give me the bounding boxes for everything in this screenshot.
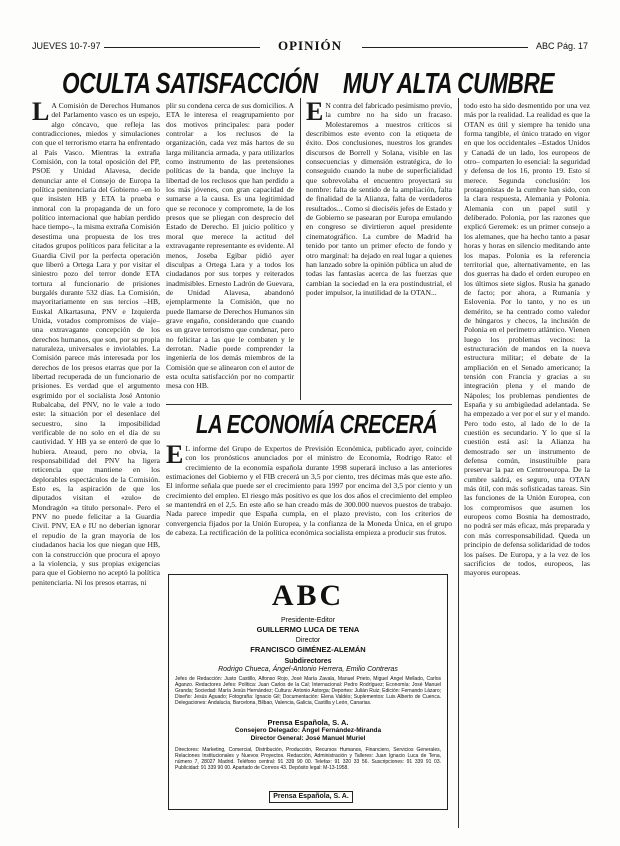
column-divider-top [300, 98, 301, 400]
headline-left: OCULTA SATISFACCIÓN [62, 68, 318, 100]
councillor-name: Consejero Delegado: Ángel Fernández-Miranda [234, 727, 382, 734]
subdirectors-title: Subdirectores [284, 658, 332, 665]
abc-logo: ABC [271, 579, 345, 612]
dropcap-e2: E [166, 444, 184, 469]
header-rule-right [362, 47, 528, 48]
founder-name: GUILLERMO LUCA DE TENA [256, 625, 360, 634]
article-left-text-2: plir su condena cerca de sus domicilios. A ETA le interesa el reagrupamiento por dos motivos principales: para poder controlar a los reclusos de la organización, cada vez más hartos de su larga militancia armada, y para utilizarlos como instrumento de las pretensiones políticas de la banda, que incluye la libertad de los reclusos que han perdido a los más jóvenes, con gran capacidad de sumarse a la causa. Es una legitimidad que se reconoce y compromete, la de los presos que se pliegan con desprecio del Estado de Derecho. El juicio político y moral que merece la actitud del extravagante representante es evidente. Al menos, Joseba Egibar pidió ayer disculpas a Ortega Lara y a todos los ciudadanos por sus torpes y reiterados inadmisibles. Ernesto Ladrón de Guevara, de Unidad Alavesa, abandonó ejemplarmente la Comisión, que no puede llamarse de Derechos Humanos sin grave engaño, considerando que cuando es un grave terrorismo que condenar, pero no felicitar a las que le combaten y le derrotan. Nadie puede comprender la ingeniería de los demás miembros de la Comisión que se alinearon con el autor de esta oculta satisfacción por no compartir mesa con HB. [166, 101, 294, 391]
founder-title: Presidente-Editor [280, 617, 336, 624]
article-middle-body [166, 444, 452, 566]
page-number: ABC Pág. 17 [535, 41, 588, 51]
subdirectors-names: Rodrigo Chueca, Ángel-Antonio Herrera, Emilio Contreras [218, 666, 398, 673]
article-right-column-2 [464, 101, 590, 829]
general-director-name: Director General: José Manuel Muriel [250, 735, 366, 742]
headline-right: MUY ALTA CUMBRE [343, 68, 555, 100]
issue-date: JUEVES 10-7-97 [32, 41, 101, 51]
column-divider-right [458, 98, 459, 828]
headline-middle: LA ECONOMÍA CRECERÁ [196, 409, 438, 439]
dropcap-l: L [32, 101, 50, 126]
staff-listing: Jefes de Redacción: Justo Castillo, Alfonso Rojo, José María Zavala, Manuel Prieto, Miguel Ángel Mellado, Carlos Aganzo. Redactores Jefes: Política: Juan Carlos de la Cal; Internacional: Pedro Rodríguez; Economía: José Manuel Granda; Sociedad: María Jesús Hernández; Cultura: Antonio Astorga; Deportes: Julián Ruiz; Edición: Fernando Lázaro; Diseño: Jesús Aguado; Fotografía: Ignacio Gil; Documentación: Elena Valdés; Suplementos: Luis Alberto de Cuenca. Delegaciones: Andalucía, Barcelona, Bilbao, Valencia, Galicia, Castilla y León, Canarias. [175, 676, 441, 706]
dropcap-e: E [306, 101, 324, 126]
article-left-column-2 [166, 101, 294, 401]
article-right-column-1 [306, 101, 452, 401]
page-header [32, 38, 588, 58]
board-listing: Directores: Marketing, Comercial, Distribución, Producción, Recursos Humanos, Financiero, Servicios Generales, Relaciones Institucionales y Nuevos Proyectos. Redacción, Administración y Talleres: Juan Ignacio Luca de Tena, número 7, 28027 Madrid. Teléfono central: 91 339 90 00. Telefax: 91 320 33 56. Suscripciones: 91 339 91 03. Publicidad: 91 339 90 00. Apartado de Correos 43. Depósito legal: M-13-1958. [175, 747, 441, 771]
masthead-footer: Prensa Española, S. A. [269, 791, 353, 803]
economy-top-rule [166, 404, 452, 405]
company-name: Prensa Española, S. A. [267, 718, 349, 727]
article-right-text-2: todo esto ha sido desmentido por una vez más por la realidad. La realidad es que la OTAN es útil y siempre ha tenido una forma tangible, el único tratado en vigor en que los occidentales –Estados Unidos y Canadá de un lado, los europeos de otro– comparten lo esencial: la seguridad y defensa de los 16, pronto 19. Esto sí merece. Segunda conclusión: los protagonistas de la cumbre han sido, con la clara respuesta, Alemania y Polonia. Alemania con un papel sutil y deliberado. Polonia, por las razones que explicó Geremek: es un primer consejo a los alemanes, que ha hecho tanto a pasar horas y horas en silencio meditando ante los mapas. Polonia es la referencia territorial que, alternativamente, en las dos guerras ha dado el orden europeo en los últimos siete siglos. Rusia ha ganado de facto; por ahora, a Rumanía y Eslovenia. Por lo tanto, y no es un demérito, se ha centrado como valedor de húngaros y checos, la inclusión de Polonia en el perímetro atlántico. Vienen luego los problemas vecinos: la estructuración de mandos en la nueva estructura militar; el debate de la ampliación en el Senado americano; la tensión con Francia y gracias a su integración plena y el mando de Nápoles; los problemas pendientes de España y su ambigüedad adelantada. Se ha empezado a ver por el sur y el mando. Pero todo esto, al lado de lo de la cuestión es secundario. Y lo que sí la cuestión está así: la Alianza ha demostrado ser un instrumento de defensa común, insustituible para preservar la paz en Centroeuropa. De la cumbre saldrá, es seguro, una OTAN más útil, con más sofisticadas tareas. Sin las funciones de la Unión Europea, con los compromisos que asumen los europeos como Bosnia ha demostrado, no podrá ser más eficaz, más preparada y con más corresponsabilidad. Queda un principio de defensa solidaridad de todos los países. De Europa, y a la vez de los sacrificios de todos, europeos, las mayores europeas. [464, 101, 590, 578]
director-title: Director [295, 637, 321, 644]
article-right-text-1: N contra del fabricado pesimismo previo, la cumbre no ha sido un fracaso. Molestaremos a nuestros críticos si describimos este evento con la etiqueta de éxito. Dos conclusiones, nuestros los grandes discursos de Borrell y Solana, visible en las consecuencias y dimensión estratégica, de lo conseguido cuando la nube de superficialidad que sobrevolaba el encuentro proyectará su nombre: falta de sentido de la ampliación, falta de finalidad de la Alianza, falta de verdaderos resultados... Como si dieciséis jefes de Estado y de Gobierno se pasearan por Europa emulando en congreso se divirtieron aquel presidente cinematográfico. La cumbre de Madrid ha tenido por tanto un primer efecto de fondo y otro marginal: ha dejado en real lugar a quienes han lanzado sobre la opinión pública un alud de todas las fantasías acerca de las fuerzas que cambian la sociedad en la era postindustrial, el poder impulsor, la inutilidad de la OTAN... [306, 101, 452, 297]
section-title: OPINIÓN [277, 38, 343, 53]
article-left-column-1 [32, 101, 160, 829]
director-name: FRANCISCO GIMÉNEZ-ALEMÁN [250, 645, 366, 654]
article-middle-text: L informe del Grupo de Expertos de Previsión Económica, publicado ayer, coincide con los pronósticos anunciados por el ministro de Economía, Rodrigo Rato: el crecimiento de la economía española durante 1998 superará incluso a las anteriores estimaciones del Gobierno y el FIB crecerá un 3,5 por ciento, tres décimas más que este año. El informe señala que puede ser el crecimiento para 1997 por encima del 3,5 por ciento y un crecimiento del empleo. El riesgo más positivo es que los dos años el crecimiento del empleo se mantendrá en el 2,5. En este año se han creado más de 300.000 nuevos puestos de trabajo. Nada parece impedir que España cumpla, en el plazo previsto, con los criterios de convergencia fijados por la Unión Europea, y la confianza de la Moneda Única, en el grupo de cabeza. La rectificación de la política económica socialista empieza a producir sus frutos. [166, 444, 452, 538]
article-left-text-1: A Comisión de Derechos Humanos del Parlamento vasco es un espejo, algo cóncavo, que refleja las contradicciones, miedos y simulaciones con que el terrorismo etarra ha enfrentado al País Vasco. Mientras la extraña Comisión, con la total oposición del PP, PSOE y Unidad Alavesa, decide denunciar ante el Consejo de Europa la política penitenciaria del Gobierno –en lo que insisten HB y ETA la prueba e inmoral con la propaganda de un foro político internacional que habían perdido hace tiempo–, la misma extraña Comisión desestima una propuesta de los tres citados grupos políticos para felicitar a la Guardia Civil por la perfecta operación que liberó a Ortega Lara y por visitar el siniestro pozo del terror donde ETA tortura al funcionario de prisiones burgalés durante 532 días. La Comisión, mayoritariamente en sus tercios –HB, Euskal Alkartasuna, PNV e Izquierda Unida, votados compromisos de viaje– una extravagante concepción de los derechos humanos, que son, por su propia naturaleza, universales e inviolables. La Comisión parece más interesada por los derechos de los presos etarras que por la libertad recuperada de un funcionario de prisiones. Es verdad que el argumento esgrimido por el socialista José Antonio Rubalcaba, del PNV, no le vale a todo este: la situación por el desenlace del secuestro, sino la imposibilidad verificable de no solo en el día de su cautividad. Y HB ya se enteró de que lo hubiera. Ateaud, pero no obvia, la responsabilidad del PNV ha ligera reticencia que mantiene en los deplorables espectáculos de la Comisión. Esto es, la aspiración de que los diputados visitan el «zulo» de Mondragón «a título personal». Pero el PNV no puede felicitar a la Guardia Civil. PNV, EA e IU no deberían ignorar el repudio de la gran mayoría de los ciudadanos hacia los que niegan que HB, con la construcción que procura el apoyo a la violencia, y sus propias exigencias para que el Gobierno no aceptó la política penitenciaria. Ni los presos etarras, ni [32, 101, 160, 587]
masthead-box [168, 574, 448, 810]
